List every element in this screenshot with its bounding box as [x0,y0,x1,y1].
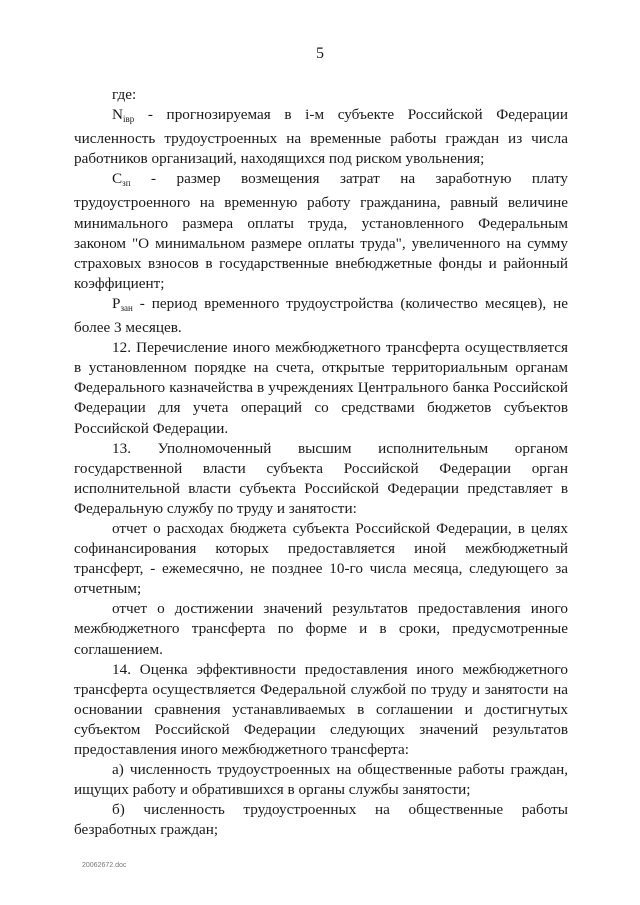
definition-p-text: - период временного трудоустройства (количество месяцев), не более 3 месяцев. [74,294,568,337]
symbol-c-subscript: зп [122,178,131,189]
paragraph-14-item-b: б) численность трудоустроенных на общественные работы безработных граждан; [74,801,568,839]
definition-c [74,169,568,294]
symbol-p-subscript: зан [120,302,133,313]
symbol-p: P [112,294,121,312]
paragraph-14-item-a: а) численность трудоустроенных на общественные работы граждан, ищущих работу и обратившихся в органы службы занятости; [74,761,568,799]
paragraph-13: 13. Уполномоченный высшим исполнительным органом государственной власти субъекта Российской Федерации орган исполнительной власти субъекта Российской Федерации представляет в Федеральную службу по труду и занятости: [74,439,568,517]
file-name-footer: 20062672.doc [82,862,127,869]
definition-c-text: - размер возмещения затрат на заработную плату трудоустроенного на временную работу гражданина, равный величине минимального размера оплаты труда, установленного Федеральным законом "О минимальном размере оплаты труда", увеличенного на сумму страховых взносов в государственные внебюджетные фонды и районный коэффициент; [74,170,568,292]
definition-n-text: - прогнозируемая в i-м субъекте Российской Федерации численность трудоустроенных на временные работы граждан из числа работников организаций, находящихся под риском увольнения; [74,106,568,168]
definition-n [74,105,568,169]
definition-p [74,294,568,338]
paragraph-13-item-1: отчет о расходах бюджета субъекта Российской Федерации, в целях софинансирования которых предоставляется иной межбюджетный трансферт, - ежемесячно, не позднее 10-го числа месяца, следующего за отчетным; [74,519,568,598]
paragraph-12: 12. Перечисление иного межбюджетного трансферта осуществляется в установленном порядке на счета, открытые территориальным органам Федерального казначейства в учреждениях Центрального банка Российской Федерации для учета операций со средствами бюджетов субъектов Российской Федерации. [74,339,568,437]
where-label: где: [112,86,137,103]
page-number: 5 [316,45,324,62]
symbol-n-subscript: iвр [122,114,135,125]
paragraph-13-item-2: отчет о достижении значений результатов предоставления иного межбюджетного трансферта по форме и в сроки, предусмотренные соглашением. [74,600,568,658]
symbol-n: N [112,106,123,124]
symbol-c: C [112,170,123,188]
paragraph-14: 14. Оценка эффективности предоставления иного межбюджетного трансферта осуществляется Федеральной службой по труду и занятости на основании сравнения устанавливаемых в соглашении и достигнутых субъектом Российской Федерации следующих значений результатов предоставления иного межбюджетного трансферта: [74,660,568,758]
document-body [74,85,568,840]
